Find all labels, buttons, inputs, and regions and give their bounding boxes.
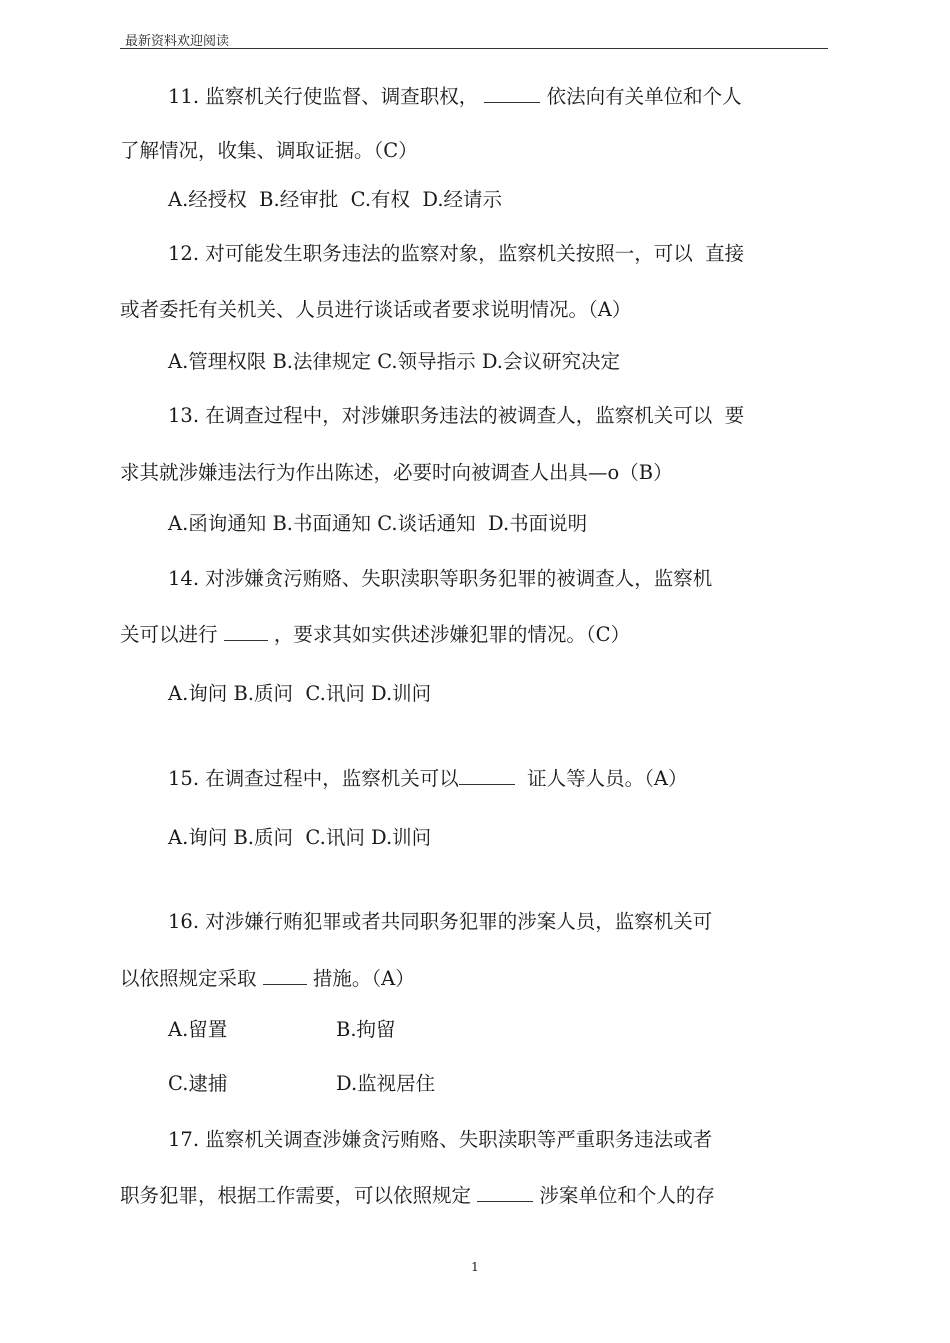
question-15-line1: 15. 在调查过程中，监察机关可以 证人等人员。（A） [168,767,688,790]
question-11-options: A.经授权 B.经审批 C.有权 D.经请示 [168,188,503,211]
question-14-options: A.询问 B.质问 C.讯问 D.训问 [168,682,432,705]
question-16-line1: 16. 对涉嫌行贿犯罪或者共同职务犯罪的涉案人员，监察机关可 [168,910,713,933]
question-16-line2: 以依照规定采取 措施。（A） [120,967,415,990]
question-13-line2: 求其就涉嫌违法行为作出陈述，必要时向被调查人出具—o（B） [120,461,673,484]
answer-blank [484,84,540,103]
question-12-line2: 或者委托有关机关、人员进行谈话或者要求说明情况。（A） [120,298,632,321]
question-15-options: A.询问 B.质问 C.讯问 D.训问 [168,826,432,849]
question-14-line2: 关可以进行 ，要求其如实供述涉嫌犯罪的情况。（C） [120,623,631,646]
answer-blank [263,966,307,985]
answer-blank [224,622,268,641]
question-11-line2: 了解情况，收集、调取证据。（C） [120,139,418,162]
question-17-line2: 职务犯罪，根据工作需要，可以依照规定 涉案单位和个人的存 [120,1184,715,1207]
question-16-option-b: B.拘留 [336,1018,396,1041]
answer-blank [477,1183,533,1202]
question-17-line1: 17. 监察机关调查涉嫌贪污贿赂、失职渎职等严重职务违法或者 [168,1128,713,1151]
question-12-line1: 12. 对可能发生职务违法的监察对象，监察机关按照一，可以 直接 [168,242,745,265]
question-16-option-d: D.监视居住 [336,1072,436,1095]
question-14-line1: 14. 对涉嫌贪污贿赂、失职渎职等职务犯罪的被调查人，监察机 [168,567,713,590]
question-16-option-c: C.逮捕 [168,1072,228,1095]
page-header [120,26,828,49]
question-13-options: A.函询通知 B.书面通知 C.谈话通知 D.书面说明 [168,512,588,535]
question-11-line1: 11. 监察机关行使监督、调查职权， 依法向有关单位和个人 [168,85,742,108]
question-16-option-a: A.留置 [168,1018,228,1041]
header-text: 最新资料欢迎阅读 [125,34,230,49]
question-12-options: A.管理权限 B.法律规定 C.领导指示 D.会议研究决定 [168,350,620,373]
answer-blank [459,766,515,785]
page-number: 1 [471,1260,479,1274]
question-13-line1: 13. 在调查过程中，对涉嫌职务违法的被调查人，监察机关可以 要 [168,404,745,427]
